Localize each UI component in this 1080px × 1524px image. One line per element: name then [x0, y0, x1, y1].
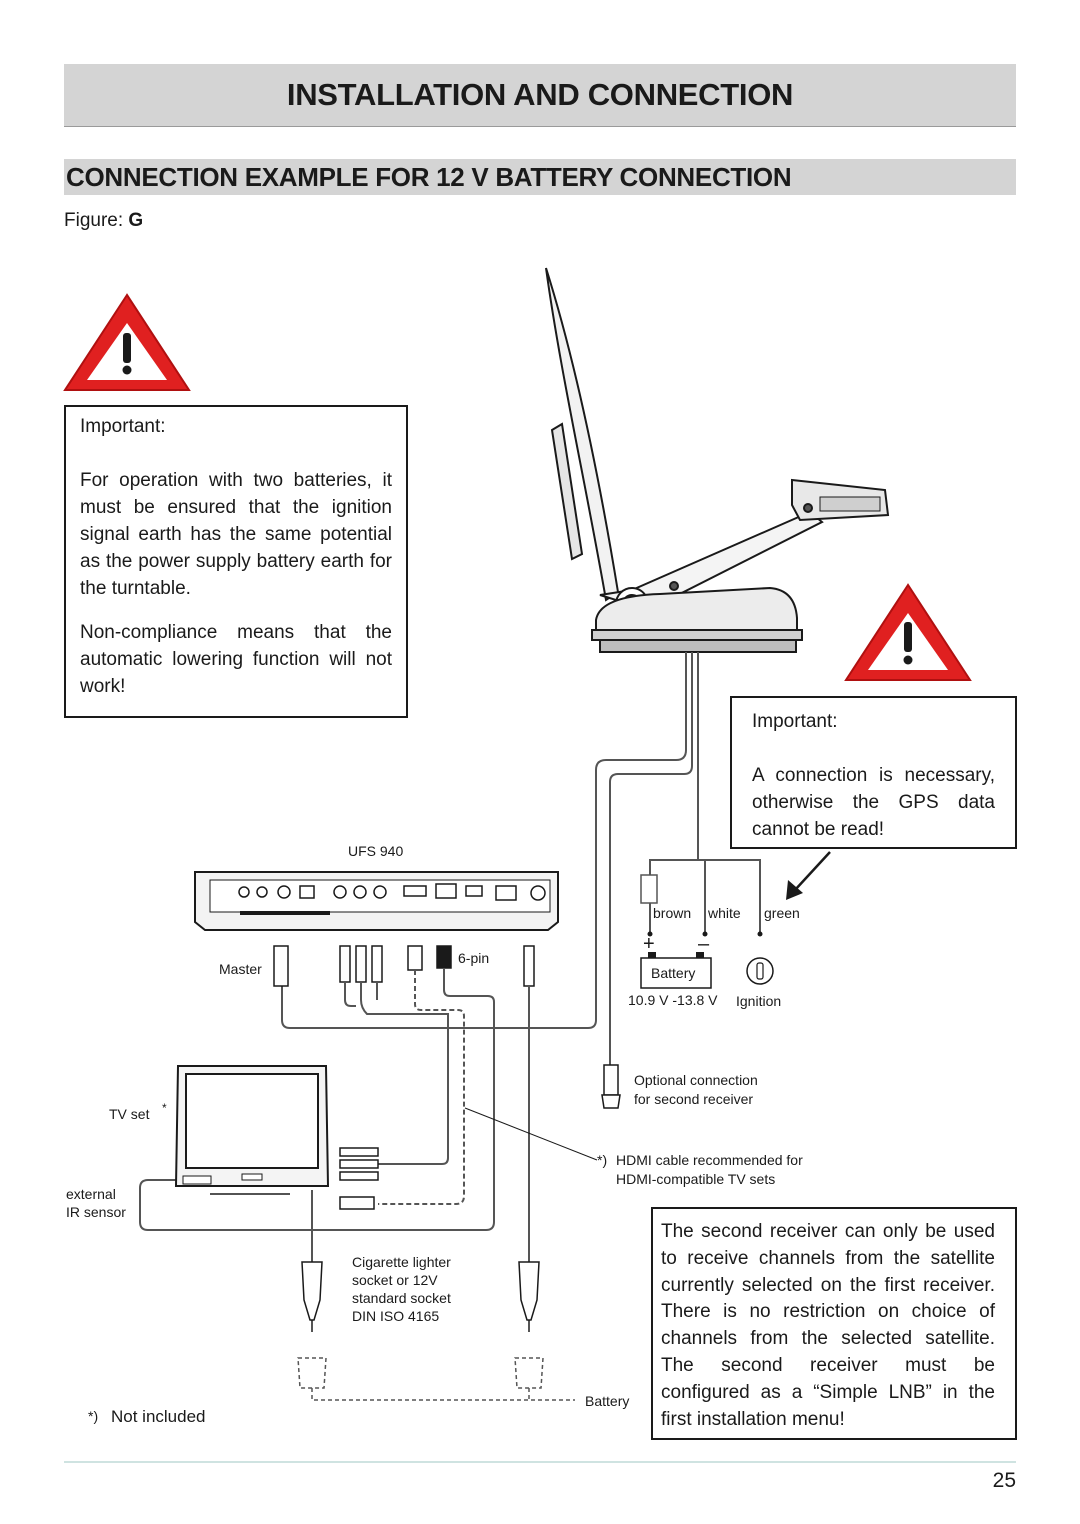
- six-pin-label: 6-pin: [458, 950, 490, 966]
- important-notice-gps: [730, 696, 1017, 849]
- optional-connection-line2: for second receiver: [634, 1091, 754, 1107]
- cigarette-plug-left-icon: [302, 1262, 322, 1332]
- wire-brown-label: brown: [653, 905, 692, 921]
- cigarette-line1: Cigarette lighter: [352, 1254, 451, 1270]
- ir-sensor-line2: IR sensor: [66, 1204, 126, 1220]
- ir-sensor-line1: external: [66, 1186, 116, 1202]
- hdmi-marker: *): [597, 1152, 608, 1168]
- warning-triangle-right-icon: [846, 585, 970, 680]
- power-plug-icon: [524, 946, 534, 986]
- warning-triangle-left-icon: [65, 295, 189, 390]
- minus-sign: –: [698, 933, 710, 955]
- tv-asterisk: *: [162, 1101, 167, 1115]
- figure-prefix: Figure:: [64, 210, 129, 231]
- fuse-icon: [641, 875, 657, 903]
- master-label: Master: [219, 961, 262, 977]
- cigarette-plug-right-icon: [519, 1262, 539, 1332]
- receiver-label: UFS 940: [348, 843, 404, 859]
- voltage-label: 10.9 V -13.8 V: [628, 992, 718, 1008]
- cigarette-line2: socket or 12V: [352, 1272, 438, 1288]
- receiver-device-illustration: [195, 872, 558, 930]
- not-included-marker: *): [88, 1408, 99, 1424]
- battery-label: Battery: [651, 965, 696, 981]
- cigarette-line4: DIN ISO 4165: [352, 1308, 440, 1324]
- notice-heading: Important:: [80, 416, 166, 437]
- antenna-plug-icon: [274, 946, 288, 986]
- hdmi-note-line1: HDMI cable recommended for: [616, 1152, 803, 1168]
- section-title: CONNECTION EXAMPLE FOR 12 V BATTERY CONNECTION: [64, 159, 1016, 195]
- optional-connection-line1: Optional connection: [634, 1072, 758, 1088]
- page-number: 25: [992, 1469, 1016, 1492]
- not-included-label: Not included: [111, 1407, 206, 1426]
- battery-bottom-label: Battery: [585, 1393, 630, 1409]
- important-notice-batteries: [64, 405, 408, 718]
- wire-green-label: green: [764, 905, 800, 921]
- ignition-switch-icon: [747, 958, 773, 984]
- second-receiver-notice: [651, 1207, 1017, 1440]
- hdmi-note-line2: HDMI-compatible TV sets: [616, 1171, 776, 1187]
- wire-white-label: white: [708, 905, 741, 921]
- satellite-antenna-illustration: [546, 268, 888, 652]
- notice-heading: Important:: [752, 711, 838, 732]
- notice-paragraph: For operation with two batteries, it must be ensured that the ignition signal earth has the same potential as the power supply battery earth for the turntable.: [80, 470, 392, 599]
- notice-paragraph: The second receiver can only be used to receive channels from the satellite currently selected on the first receiver. There is no restriction on choice of channels from the selected satellite. The second receiver must be configured as a “Simple LNB” in the first installation menu!: [661, 1221, 995, 1430]
- tv-set-illustration: [176, 1066, 328, 1194]
- ignition-label: Ignition: [736, 993, 782, 1009]
- tv-set-label: TV set: [109, 1106, 150, 1122]
- cigarette-line3: standard socket: [352, 1290, 451, 1306]
- hdmi-plug-icon: [408, 946, 422, 970]
- second-receiver-plug-icon: [602, 1065, 620, 1108]
- notice-paragraph: A connection is necessary, otherwise the GPS data cannot be read!: [752, 765, 995, 840]
- page-main-title: INSTALLATION AND CONNECTION: [64, 64, 1016, 127]
- notice-paragraph: Non-compliance means that the automatic lowering function will not work!: [80, 622, 392, 697]
- plus-sign: +: [643, 933, 655, 955]
- figure-id: G: [128, 210, 144, 231]
- footer-rule: [64, 1461, 1016, 1463]
